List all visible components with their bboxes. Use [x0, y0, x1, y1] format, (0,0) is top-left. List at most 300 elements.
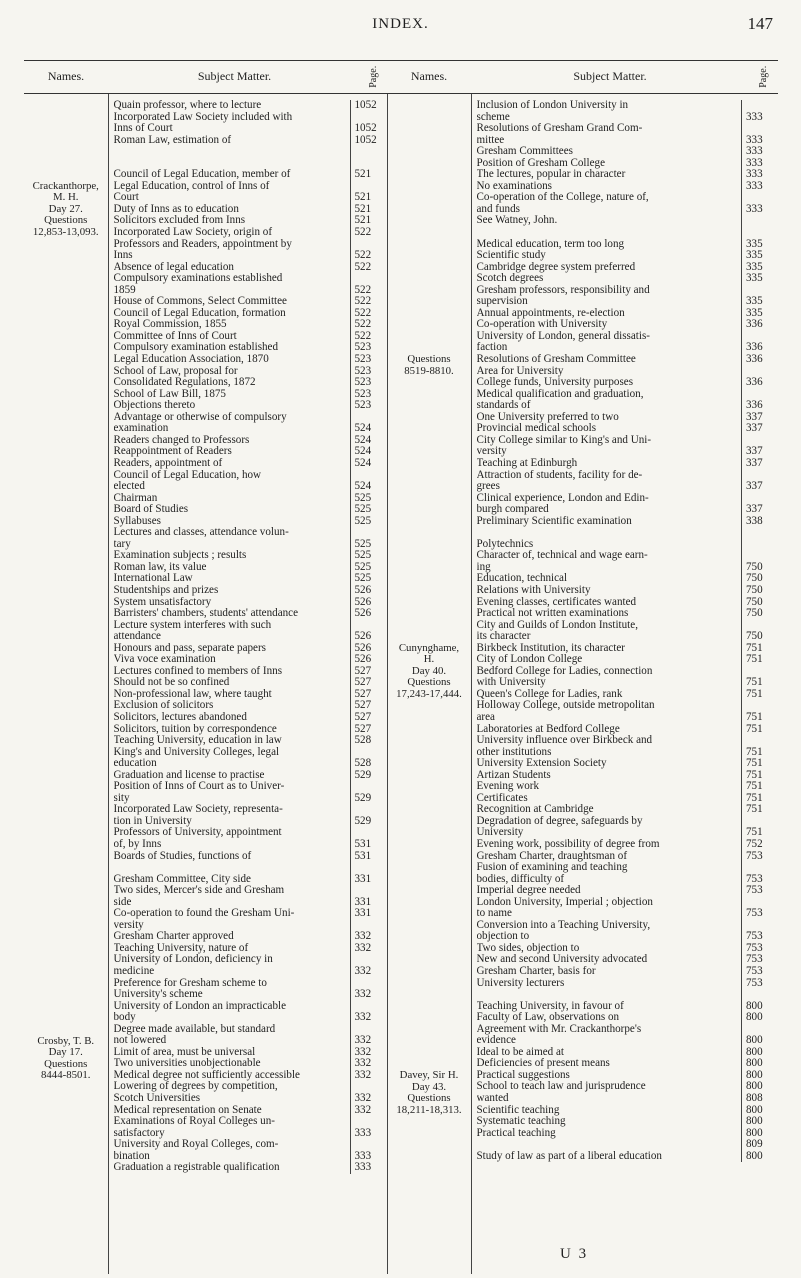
entry-subject: University influence over Birkbeck and	[476, 735, 653, 747]
names-column-left	[24, 94, 108, 1274]
index-entry	[114, 862, 385, 874]
entry-subject: No examinations	[476, 180, 552, 192]
entry-page-ref: 337	[741, 458, 776, 470]
entry-subject: to name	[476, 908, 512, 920]
entry-subject	[114, 862, 350, 874]
entry-page-ref: 522	[350, 250, 385, 262]
entry-subject: Resolutions of Gresham Grand Com-	[476, 123, 643, 135]
witness-name-line: Questions	[44, 1057, 88, 1070]
entry-page-ref: 524	[350, 435, 385, 447]
entry-subject: Relations with University	[476, 584, 591, 596]
witness-name-line: Davey, Sir H.	[399, 1069, 459, 1082]
entry-subject: burgh compared	[476, 504, 549, 516]
index-entry	[114, 1058, 385, 1070]
index-entry	[114, 700, 385, 712]
witness-name-line: Questions	[44, 214, 88, 227]
entry-page-ref: 527	[350, 700, 385, 712]
entry-subject: Character of, technical and wage earn-	[476, 550, 648, 562]
entry-subject: Legal Education Association, 1870	[113, 354, 269, 366]
entry-page-ref: 333	[350, 1128, 385, 1140]
entry-subject: Two sides, objection to	[476, 942, 580, 954]
entry-page-ref: 523	[350, 400, 385, 412]
entry-page-ref: 1052	[350, 100, 385, 112]
entry-subject: Viva voce examination	[113, 654, 216, 666]
header-subject-right: Subject Matter.	[471, 61, 749, 94]
entry-subject: Examination subjects ; results	[113, 550, 247, 562]
entry-subject: System unsatisfactory	[113, 596, 212, 608]
index-entry	[477, 112, 777, 124]
entry-page-ref: 336	[741, 319, 776, 331]
index-entry	[477, 250, 777, 262]
entry-subject: examination	[113, 423, 169, 435]
entry-page-ref: 332	[350, 931, 385, 943]
entry-subject: Professors of University, appointment	[113, 827, 282, 839]
index-entry	[477, 1151, 777, 1163]
entry-subject: faction	[476, 342, 508, 354]
entry-subject: Practical suggestions	[476, 1069, 570, 1081]
entry-page-ref: 331	[350, 897, 385, 909]
entry-page-ref: 1052	[350, 135, 385, 147]
index-entry	[114, 123, 385, 135]
entry-subject: Lectures and classes, attendance volun-	[113, 527, 289, 539]
entry-subject	[477, 1139, 742, 1151]
entry-page-ref: 753	[741, 954, 776, 966]
index-entry	[477, 781, 777, 793]
index-entry	[477, 239, 777, 251]
index-entry	[114, 1116, 385, 1128]
entry-subject: Should not be so confined	[113, 677, 230, 689]
entry-subject: versity	[476, 446, 507, 458]
index-entry	[114, 908, 385, 920]
index-entry	[114, 1139, 385, 1151]
index-entry	[114, 308, 385, 320]
index-entry	[477, 585, 777, 597]
index-entry	[477, 550, 777, 562]
entry-page-ref: 531	[350, 839, 385, 851]
entry-subject: Examinations of Royal Colleges un-	[113, 1116, 275, 1128]
entry-subject: Ideal to be aimed at	[476, 1046, 564, 1058]
entry-page-ref: 525	[350, 504, 385, 516]
entry-page-ref	[741, 227, 776, 239]
index-entry	[114, 724, 385, 736]
index-entry	[114, 573, 385, 585]
index-entry	[477, 1139, 777, 1151]
index-entry	[477, 458, 777, 470]
entry-page-ref: 800	[741, 1128, 776, 1140]
index-entry	[114, 735, 385, 747]
index-entry	[477, 816, 777, 828]
entry-subject: Syllabuses	[113, 515, 161, 527]
witness-name-line: Day 27.	[48, 202, 83, 215]
entry-subject: University and Royal Colleges, com-	[113, 1139, 279, 1151]
entry-subject: Teaching University, in favour of	[476, 1000, 624, 1012]
entry-page-ref: 800	[741, 1058, 776, 1070]
entry-subject: Co-operation with University	[476, 319, 608, 331]
index-entry	[477, 804, 777, 816]
entry-page-ref: 332	[350, 1070, 385, 1082]
index-table	[24, 60, 778, 1274]
index-entry	[114, 493, 385, 505]
index-entry	[477, 446, 777, 458]
entry-page-ref: 523	[350, 342, 385, 354]
entry-page-ref: 332	[350, 1047, 385, 1059]
index-entry	[477, 169, 777, 181]
entry-page-ref: 525	[350, 516, 385, 528]
entry-subject: Board of Studies	[113, 504, 189, 516]
entry-page-ref: 527	[350, 689, 385, 701]
index-entry	[114, 539, 385, 551]
entry-page-ref: 529	[350, 816, 385, 828]
index-entry	[114, 562, 385, 574]
entry-page-ref: 526	[350, 631, 385, 643]
index-entry	[477, 1001, 777, 1013]
entry-page-ref: 332	[350, 1012, 385, 1024]
entry-page-ref: 333	[350, 1162, 385, 1174]
entry-page-ref: 809	[741, 1139, 776, 1151]
entry-subject: Provincial medical schools	[476, 423, 597, 435]
entry-page-ref: 800	[741, 1001, 776, 1013]
entry-page-ref	[350, 862, 385, 874]
entry-subject: Professors and Readers, appointment by	[113, 238, 292, 250]
entry-page-ref: 337	[741, 446, 776, 458]
index-entry	[477, 493, 777, 505]
index-entry	[114, 712, 385, 724]
entry-page-ref: 753	[741, 851, 776, 863]
entry-subject: London University, Imperial ; objection	[476, 896, 653, 908]
entry-page-ref: 808	[741, 1093, 776, 1105]
entry-subject: Readers changed to Professors	[113, 434, 250, 446]
entry-subject: Lectures confined to members of Inns	[113, 665, 283, 677]
entry-page-ref: 753	[741, 943, 776, 955]
index-entry	[114, 215, 385, 227]
entry-page-ref: 800	[741, 1116, 776, 1128]
entry-page-ref: 751	[741, 793, 776, 805]
entry-page-ref: 526	[350, 597, 385, 609]
header-page-left: Page.	[361, 61, 387, 94]
entry-subject: Court	[113, 192, 139, 204]
index-entry	[477, 319, 777, 331]
index-entry	[477, 1070, 777, 1082]
entry-subject: Evening work	[476, 781, 540, 793]
index-entry	[477, 400, 777, 412]
index-entry	[477, 839, 777, 851]
witness-name-line: Crackanthorpe,	[32, 179, 99, 192]
entry-subject: King's and University Colleges, legal	[113, 746, 280, 758]
index-entry	[114, 966, 385, 978]
entry-subject: Graduation a registrable qualification	[113, 1162, 280, 1174]
entry-page-ref: 332	[350, 943, 385, 955]
entry-subject: not lowered	[113, 1035, 167, 1047]
entry-subject: Inns	[113, 250, 133, 262]
entry-page-ref: 337	[741, 481, 776, 493]
entry-page-ref: 800	[741, 1105, 776, 1117]
entry-page-ref: 753	[741, 874, 776, 886]
index-entry	[114, 423, 385, 435]
index-entry	[477, 146, 777, 158]
index-entry	[114, 169, 385, 181]
index-entry	[114, 689, 385, 701]
entry-page-ref: 522	[350, 285, 385, 297]
entry-page-ref: 332	[350, 1058, 385, 1070]
entry-subject: Solicitors excluded from Inns	[113, 215, 246, 227]
entry-subject: Reappointment of Readers	[113, 446, 232, 458]
entry-subject: Teaching University, education in law	[113, 735, 282, 747]
entry-subject: medicine	[113, 966, 155, 978]
entry-subject	[114, 158, 350, 170]
entry-page-ref: 521	[350, 215, 385, 227]
entry-subject: Absence of legal education	[113, 261, 234, 273]
index-entry	[477, 308, 777, 320]
witness-name-line: Day 43.	[411, 1080, 447, 1093]
entry-subject: See Watney, John.	[476, 215, 558, 227]
index-entry	[477, 920, 777, 932]
entry-subject: School to teach law and jurisprudence	[476, 1081, 646, 1093]
entry-subject: University's scheme	[113, 989, 203, 1001]
entry-subject	[477, 989, 742, 1001]
entry-subject: Studentships and prizes	[113, 584, 219, 596]
entry-subject: versity	[113, 919, 144, 931]
entry-subject: area	[476, 711, 495, 723]
entry-subject: wanted	[476, 1093, 509, 1105]
entry-page-ref	[741, 735, 776, 747]
entry-subject: 1859	[113, 284, 136, 296]
index-entry	[114, 758, 385, 770]
index-entry	[114, 470, 385, 482]
entry-subject	[114, 146, 350, 158]
index-entry	[477, 978, 777, 990]
entry-subject: Attraction of students, facility for de-	[476, 469, 643, 481]
entry-subject: Co-operation to found the Gresham Uni-	[113, 908, 295, 920]
index-entry	[114, 400, 385, 412]
entry-subject: Recognition at Cambridge	[476, 804, 594, 816]
index-entry	[477, 135, 777, 147]
index-entry	[477, 1093, 777, 1105]
index-entry	[477, 874, 777, 886]
entry-page-ref: 337	[741, 412, 776, 424]
witness-name-block	[24, 1036, 108, 1082]
entries-column-left	[108, 94, 387, 1274]
entry-page-ref: 750	[741, 562, 776, 574]
witness-name-line: 12,853-13,093.	[32, 226, 99, 239]
entry-subject: Consolidated Regulations, 1872	[113, 377, 256, 389]
entry-subject: Incorporated Law Society, representa-	[113, 804, 283, 816]
entry-page-ref: 333	[741, 204, 776, 216]
index-entry	[114, 112, 385, 124]
entry-page-ref: 753	[741, 885, 776, 897]
entry-subject: scheme	[476, 111, 510, 123]
page-number: 147	[747, 14, 773, 33]
entry-page-ref: 753	[741, 966, 776, 978]
index-entry	[477, 470, 777, 482]
index-entry	[114, 654, 385, 666]
entry-subject: Laboratories at Bedford College	[476, 723, 620, 735]
entry-subject: Lecture system interferes with such	[113, 619, 272, 631]
entry-subject: University of London an impracticable	[113, 1000, 287, 1012]
index-entry	[477, 735, 777, 747]
witness-name-block	[388, 354, 471, 377]
index-entry	[114, 504, 385, 516]
entry-page-ref: 522	[350, 296, 385, 308]
index-entry	[114, 146, 385, 158]
entry-page-ref: 750	[741, 631, 776, 643]
index-entry	[477, 862, 777, 874]
entry-subject: of, by Inns	[113, 839, 162, 850]
entry-page-ref: 750	[741, 573, 776, 585]
witness-name-block	[388, 643, 471, 701]
index-entry	[477, 285, 777, 297]
index-entry	[477, 654, 777, 666]
entry-page-ref: 526	[350, 654, 385, 666]
entry-subject: Degradation of degree, safeguards by	[476, 815, 643, 827]
index-entry	[114, 585, 385, 597]
entry-page-ref: 333	[741, 135, 776, 147]
entry-page-ref: 522	[350, 262, 385, 274]
header-names-left: Names.	[24, 61, 108, 94]
entry-page-ref: 750	[741, 608, 776, 620]
entry-subject: Committee of Inns of Court	[113, 330, 237, 342]
entry-subject: body	[113, 1012, 136, 1024]
witness-name-block	[388, 1070, 471, 1116]
index-entry	[477, 989, 777, 1001]
entry-subject: supervision	[476, 296, 528, 308]
entry-page-ref: 523	[350, 389, 385, 401]
entry-subject: Council of Legal Education, member of	[113, 169, 291, 181]
entry-subject: Position of Gresham College	[476, 157, 605, 169]
index-entry	[114, 1105, 385, 1117]
index-entry	[477, 262, 777, 274]
index-entry	[114, 262, 385, 274]
index-entry	[477, 516, 777, 528]
entry-subject: Agreement with Mr. Crackanthorpe's	[476, 1023, 642, 1035]
witness-name-line: Day 17.	[48, 1046, 83, 1059]
index-entry	[114, 239, 385, 251]
entry-page-ref: 522	[350, 331, 385, 343]
entry-page-ref: 521	[350, 204, 385, 216]
entry-subject: ing	[476, 561, 491, 573]
index-entry	[477, 608, 777, 620]
index-entry	[477, 908, 777, 920]
entry-subject: Exclusion of solicitors	[113, 700, 214, 712]
entry-page-ref: 800	[741, 1151, 776, 1163]
index-entry	[477, 724, 777, 736]
witness-name-line: 8519-8810.	[404, 364, 454, 377]
entry-subject: Fusion of examining and teaching	[476, 862, 628, 874]
entry-page-ref	[350, 885, 385, 897]
entry-subject: Bedford College for Ladies, connection	[476, 665, 653, 677]
entry-page-ref: 333	[741, 146, 776, 158]
entry-subject: standards of	[476, 400, 531, 412]
entry-page-ref: 523	[350, 377, 385, 389]
index-entry	[477, 389, 777, 401]
entry-page-ref: 522	[350, 308, 385, 320]
entry-page-ref: 332	[350, 1105, 385, 1117]
index-entry	[114, 1070, 385, 1082]
entry-subject: School of Law Bill, 1875	[113, 388, 226, 400]
entry-page-ref: 529	[350, 770, 385, 782]
index-entry	[114, 1128, 385, 1140]
index-entry	[477, 296, 777, 308]
index-entry	[114, 273, 385, 285]
entry-page-ref: 751	[741, 804, 776, 816]
entry-page-ref: 524	[350, 481, 385, 493]
entry-page-ref: 753	[741, 908, 776, 920]
entry-subject: Resolutions of Gresham Committee	[476, 354, 636, 366]
index-entry	[477, 481, 777, 493]
index-entry	[477, 227, 777, 239]
entry-subject: Incorporated Law Society included with	[113, 111, 293, 123]
entry-page-ref: 529	[350, 793, 385, 805]
index-entry	[114, 643, 385, 655]
index-entry	[477, 712, 777, 724]
index-entry	[477, 100, 777, 112]
entry-page-ref: 336	[741, 377, 776, 389]
index-entry	[477, 1047, 777, 1059]
index-entry	[477, 747, 777, 759]
entry-page-ref: 335	[741, 262, 776, 274]
index-entry	[477, 423, 777, 435]
entry-subject: bodies, difficulty of	[476, 873, 565, 885]
entry-page-ref: 333	[741, 112, 776, 124]
entry-subject: grees	[476, 481, 500, 493]
entry-subject: Evening work, possibility of degree from	[476, 839, 660, 850]
entry-subject: Boards of Studies, functions of	[113, 850, 252, 862]
entry-subject: University Extension Society	[476, 758, 607, 770]
entry-page-ref: 800	[741, 1081, 776, 1093]
entry-subject: International Law	[113, 573, 193, 585]
entry-page-ref: 751	[741, 781, 776, 793]
entry-page-ref: 1052	[350, 123, 385, 135]
entry-page-ref	[741, 862, 776, 874]
entry-page-ref: 527	[350, 724, 385, 736]
entry-subject: Gresham Committees	[476, 146, 573, 158]
entry-page-ref: 531	[350, 851, 385, 863]
entry-page-ref: 332	[350, 989, 385, 1001]
index-entry	[477, 1105, 777, 1117]
entry-subject: Scotch Universities	[113, 1093, 201, 1105]
entry-subject: with University	[476, 677, 546, 689]
index-entry	[477, 158, 777, 170]
index-entry	[477, 943, 777, 955]
entry-subject: Gresham Charter, basis for	[476, 966, 596, 978]
entry-subject: Cambridge degree system preferred	[476, 261, 636, 273]
witness-name-line: Questions	[407, 353, 451, 366]
entry-subject: Objections thereto	[113, 400, 196, 412]
index-entry	[114, 597, 385, 609]
entry-subject: Area for University	[476, 365, 564, 377]
entry-subject: Medical education, term too long	[476, 238, 625, 250]
index-entry	[477, 204, 777, 216]
entry-subject: University of London, deficiency in	[113, 954, 273, 966]
index-entry	[477, 527, 777, 539]
entry-subject: Advantage or otherwise of compulsory	[113, 411, 287, 423]
index-entry	[477, 366, 777, 378]
index-entry	[114, 620, 385, 632]
entry-subject: Medical degree not sufficiently accessible	[113, 1069, 300, 1081]
entry-page-ref: 524	[350, 446, 385, 458]
entry-subject: its character	[476, 631, 531, 643]
entry-subject: University lecturers	[476, 977, 565, 989]
entry-page-ref: 751	[741, 677, 776, 689]
entry-page-ref: 751	[741, 747, 776, 759]
entry-page-ref: 524	[350, 423, 385, 435]
entry-page-ref: 523	[350, 366, 385, 378]
entry-subject: City of London College	[476, 654, 583, 666]
entry-subject: Queen's College for Ladies, rank	[476, 688, 623, 700]
entry-subject: Barristers' chambers, students' attendance	[113, 608, 299, 620]
index-entry	[114, 781, 385, 793]
entry-page-ref: 751	[741, 827, 776, 839]
index-entry	[477, 666, 777, 678]
